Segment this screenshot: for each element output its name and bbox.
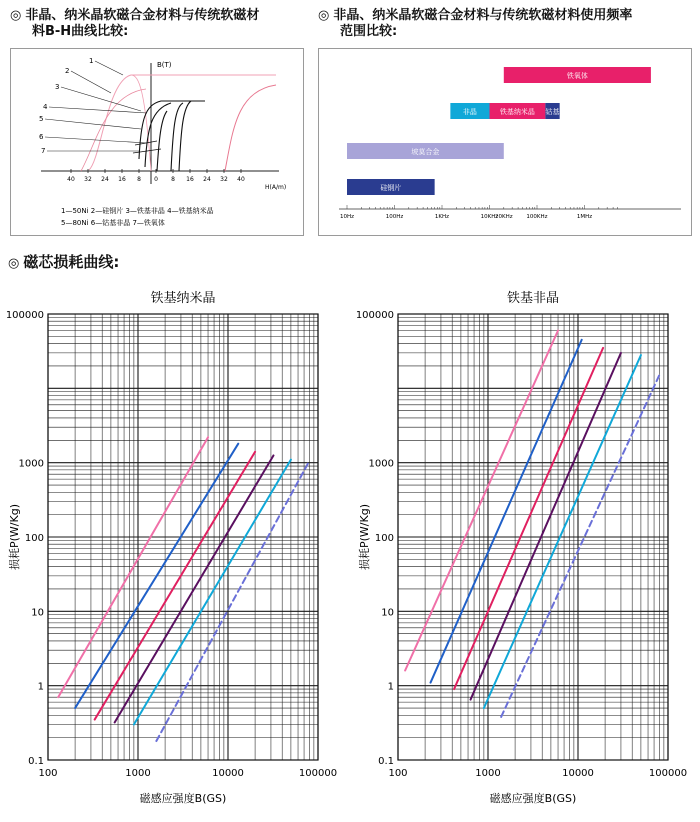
loss-section-title — [8, 254, 119, 272]
loss2-y-axis-label: 损耗P(W/Kg) — [358, 504, 371, 570]
freq-bar-label: 坡莫合金 — [411, 148, 440, 156]
loss1-y-tick-label: 100000 — [5, 310, 44, 321]
bh-chart-panel — [10, 48, 304, 236]
freq-bar-label: 铁基纳米晶 — [499, 108, 535, 116]
bullet-mark-icon: ◎ — [318, 8, 330, 23]
bh-legend-line2: 5—80Ni 6—钴基非晶 7—铁氧体 — [61, 219, 165, 227]
bh-title-line2: 料B-H曲线比较: — [32, 24, 129, 39]
loss1-y-tick-label: 1000 — [18, 458, 44, 470]
loss1-y-tick-label: 100 — [24, 533, 44, 544]
freq-chart — [319, 49, 691, 235]
freq-tick-label: 20KHz — [494, 214, 513, 220]
loss1-y-tick-label: 0.1 — [28, 756, 44, 767]
bh-x-tick-label: 40 — [237, 176, 245, 183]
loss2-x-tick-label: 1000 — [475, 768, 501, 779]
bh-curve-1-branch — [131, 75, 151, 171]
loss2-y-tick-label: 100 — [374, 533, 394, 544]
freq-tick-label: 1KHz — [434, 214, 450, 220]
loss1-x-axis-label: 磁感应强度B(GS) — [139, 792, 227, 805]
loss2-y-tick-label: 100000 — [355, 310, 394, 321]
bh-x-tick-label: 16 — [118, 176, 126, 183]
bh-x-tick-label: 24 — [101, 176, 109, 183]
loss1-y-tick-label: 1 — [37, 681, 44, 693]
freq-section-title — [318, 8, 632, 40]
bh-x-tick-label: 0 — [154, 176, 158, 183]
loss1-y-axis-label: 损耗P(W/Kg) — [8, 504, 21, 570]
loss2-x-tick-label: 100 — [388, 768, 408, 779]
loss2-y-tick-label: 1 — [387, 681, 394, 693]
loss2-y-tick-label: 10 — [381, 607, 394, 619]
loss2-y-tick-label: 1000 — [368, 458, 394, 470]
bh-curve-label-2: 2 — [65, 67, 70, 75]
bh-curve-label-7: 7 — [41, 147, 46, 155]
bh-x-tick-label: 16 — [186, 176, 194, 183]
bh-x-axis-label: H(A/m) — [265, 184, 287, 191]
bh-curve-label-5: 5 — [39, 115, 44, 123]
bh-x-tick-label: 32 — [220, 176, 228, 183]
bh-curve-label-1: 1 — [89, 57, 94, 65]
bh-x-tick-label: 24 — [203, 176, 211, 183]
freq-tick-label: 10Hz — [339, 214, 355, 220]
loss2-series-4 — [484, 355, 641, 708]
freq-bar-label: 非晶 — [462, 108, 477, 116]
loss2-y-tick-label: 0.1 — [378, 756, 394, 767]
loss2-series-5 — [501, 375, 659, 717]
loss1-x-tick-label: 10000 — [212, 768, 244, 779]
bh-legend-line1: 1—50Ni 2—硅钢片 3—铁基非晶 4—铁基纳米晶 — [61, 207, 214, 215]
bh-curve-7 — [225, 85, 276, 171]
bh-label-pointer — [71, 71, 111, 93]
bh-curve-2 — [81, 89, 146, 171]
bh-label-pointer — [95, 61, 123, 75]
loss2-grid — [398, 314, 668, 760]
bh-curve-label-4: 4 — [43, 103, 48, 111]
bh-curve-5 — [179, 101, 191, 171]
loss-title: 磁芯损耗曲线: — [23, 253, 120, 271]
freq-title-line2: 范围比较: — [340, 24, 398, 39]
loss2-x-tick-label: 100000 — [648, 768, 688, 779]
loss1-series-5 — [156, 461, 309, 741]
freq-title-line1: 非晶、纳米晶软磁合金材料与传统软磁材料使用频率 — [333, 8, 633, 23]
freq-tick-label: 1MHz — [576, 214, 593, 220]
freq-tick-label: 100Hz — [385, 214, 404, 220]
bh-x-tick-label: 40 — [67, 176, 75, 183]
bh-label-pointer — [45, 119, 141, 129]
loss1-y-tick-label: 10 — [31, 607, 44, 619]
bh-title-line1: 非晶、纳米晶软磁合金材料与传统软磁材 — [25, 8, 260, 23]
loss2-series-1 — [431, 340, 582, 683]
loss1-x-tick-label: 100000 — [298, 768, 338, 779]
bh-section-title — [10, 8, 259, 40]
loss2-x-tick-label: 10000 — [562, 768, 594, 779]
loss2-x-axis-label: 磁感应强度B(GS) — [489, 792, 577, 805]
loss1-x-tick-label: 100 — [38, 768, 58, 779]
loss1-x-tick-label: 1000 — [125, 768, 151, 779]
loss2-series-2 — [454, 348, 603, 689]
loss1-series-4 — [134, 460, 291, 725]
freq-bar-label: 钴基 — [545, 108, 560, 116]
loss2-title: 铁基非晶 — [506, 291, 560, 306]
bullet-mark-icon: ◎ — [8, 256, 20, 271]
loss1-title: 铁基纳米晶 — [150, 291, 216, 306]
loss2-series-0 — [405, 330, 558, 670]
loss-chart-nanocrystalline — [0, 282, 350, 822]
bullet-mark-icon: ◎ — [10, 8, 22, 23]
bh-x-tick-label: 8 — [171, 176, 175, 183]
bh-curve-6 — [157, 111, 167, 171]
bh-curve-label-3: 3 — [55, 83, 60, 91]
freq-tick-label: 100KHz — [526, 214, 548, 220]
bh-y-axis-label: B(T) — [157, 61, 172, 69]
bh-x-tick-label: 8 — [137, 176, 141, 183]
bh-chart — [11, 49, 303, 235]
freq-chart-panel — [318, 48, 692, 236]
bh-x-tick-label: 32 — [84, 176, 92, 183]
freq-bar-label: 硅钢片 — [380, 184, 402, 192]
bh-curve-label-6: 6 — [39, 133, 44, 141]
freq-bar-label: 铁氧体 — [566, 72, 588, 80]
freq-tick-label: 10KHz — [480, 214, 499, 220]
loss1-series-2 — [95, 452, 255, 720]
bh-label-pointer — [61, 87, 141, 111]
loss-chart-amorphous — [350, 282, 700, 822]
bh-label-pointer — [49, 107, 147, 113]
